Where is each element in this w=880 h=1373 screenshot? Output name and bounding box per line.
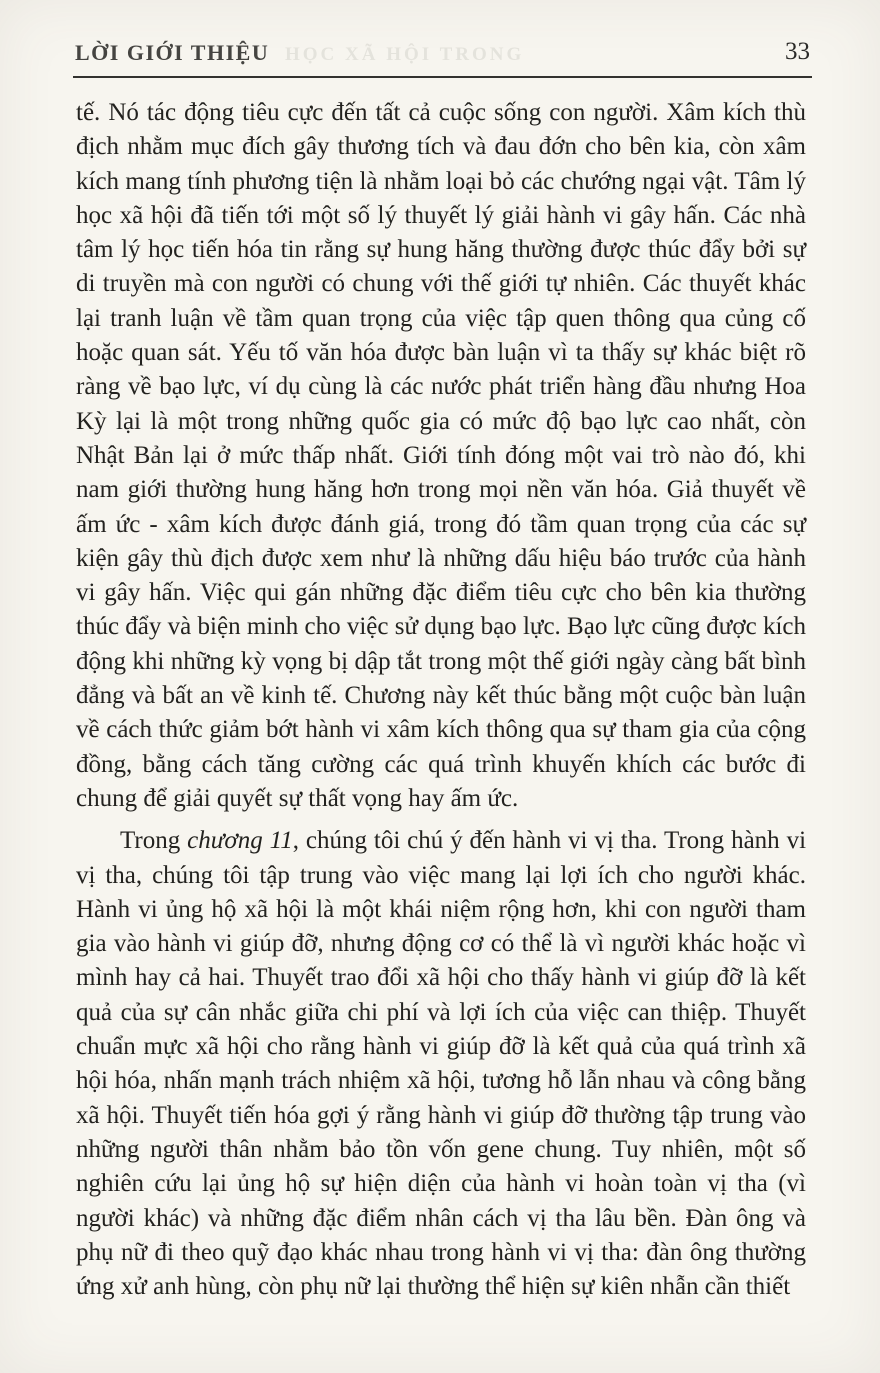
bleed-through-text: HỌC XÃ HỘI TRONG [285,44,525,65]
running-header-title: LỜI GIỚI THIỆU [75,40,270,65]
paragraph-aggression-summary: tế. Nó tác động tiêu cực đến tất cả cuộc sống con người. Xâm kích thù địch nhằm mục đích gây thương tích và đau đớn cho bên kia, còn xâm kích mang tính phương tiện là nhằm loại bỏ các chướng ngại vật. Tâm lý học xã hội đã tiến tới một số lý thuyết lý giải hành vi gây hấn. Các nhà tâm lý học tiến hóa tin rằng sự hung hăng thường được thúc đẩy bởi sự di truyền mà con người có chung với thế giới tự nhiên. Các thuyết khác lại tranh luận về tầm quan trọng của việc tập quen thông qua củng cố hoặc quan sát. Yếu tố văn hóa được bàn luận vì ta thấy sự khác biệt rõ ràng về bạo lực, ví dụ cùng là các nước phát triển hàng đầu nhưng Hoa Kỳ lại là một trong những quốc gia có mức độ bạo lực cao nhất, còn Nhật Bản lại ở mức thấp nhất. Giới tính đóng một vai trò nào đó, khi nam giới thường hung hăng hơn trong mọi nền văn hóa. Giả thuyết về ấm ức - xâm kích được đánh giá, trong đó tầm quan trọng của các sự kiện gây thù địch được xem như là những dấu hiệu báo trước của hành vi gây hấn. Việc qui gán những đặc điểm tiêu cực cho bên kia thường thúc đẩy và biện minh cho việc sử dụng bạo lực. Bạo lực cũng được kích động khi những kỳ vọng bị dập tắt trong một thế giới ngày càng bất bình đẳng và bất an về kinh tế. Chương này kết thúc bằng một cuộc bàn luận về cách thức giảm bớt hành vi xâm kích thông qua sự tham gia của cộng đồng, bằng cách tăng cường các quá trình khuyến khích các bước đi chung để giải quyết sự thất vọng hay ấm ức. [76,99,806,812]
paragraph-altruism-summary [76,824,806,1304]
running-header [75,38,810,72]
page-number: 33 [785,38,810,65]
chapter-reference-italic: chương 11 [187,827,293,855]
body-text [76,96,806,1304]
paragraph-text-before: Trong [120,827,188,855]
header-rule [73,76,812,78]
paragraph-text-after: , chúng tôi chú ý đến hành vi vị tha. Trong hành vi vị tha, chúng tôi tập trung vào việc mang lại lợi ích cho người khác. Hành vi ủng hộ xã hội là một khái niệm rộng hơn, khi con người tham gia vào hành vi giúp đỡ, nhưng động cơ có thể là vì người khác hoặc vì mình hay cả hai. Thuyết trao đổi xã hội cho thấy hành vi giúp đỡ là kết quả của sự cân nhắc giữa chi phí và lợi ích của việc can thiệp. Thuyết chuẩn mực xã hội cho rằng hành vi giúp đỡ là kết quả của quá trình xã hội hóa, nhấn mạnh trách nhiệm xã hội, tương hỗ lẫn nhau và công bằng xã hội. Thuyết tiến hóa gợi ý rằng hành vi giúp đỡ thường tập trung vào những người thân nhằm bảo tồn vốn gene chung. Tuy nhiên, một số nghiên cứu lại ủng hộ sự hiện diện của hành vi hoàn toàn vị tha (vì người khác) và những đặc điểm nhân cách vị tha lâu bền. Đàn ông và phụ nữ đi theo quỹ đạo khác nhau trong hành vi vị tha: đàn ông thường ứng xử anh hùng, còn phụ nữ lại thường thể hiện sự kiên nhẫn cần thiết [76,827,807,1301]
